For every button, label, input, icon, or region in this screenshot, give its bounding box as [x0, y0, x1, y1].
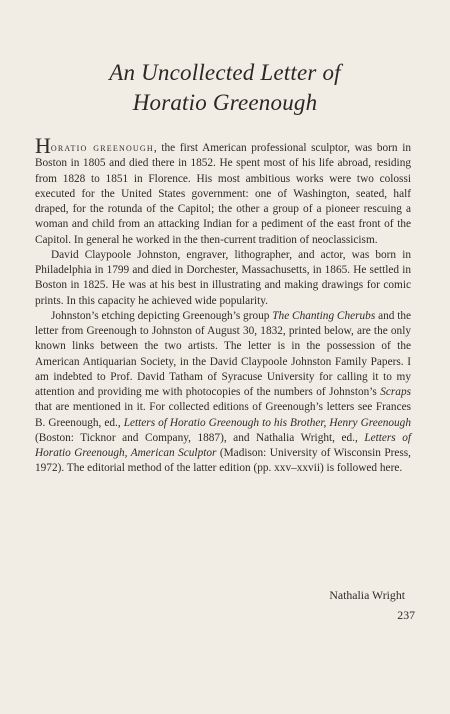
- article-title-line-1: An Uncollected Letter of: [109, 60, 341, 85]
- author-signature: Nathalia Wright: [329, 588, 405, 602]
- italic-letters-american-sculptor: Letters of Horatio Greenough, American Sculptor: [35, 431, 411, 459]
- page-number: 237: [397, 608, 415, 622]
- article-title-line-2: Horatio Greenough: [132, 90, 318, 115]
- paragraph-1-text: , the first American professional sculptor, was born in Boston in 1805 and died there in 1852. He spent most of his life abroad, residing from 1828 to 1851 in Florence. His most ambitious works were two colossi executed for the United States government: one of Washington, seated, half draped, for the rotunda of the Capitol; the other a group of a pioneer rescuing a woman and child from an attacking Indian for a pediment of the east front of the Capitol. In general he worked in the then-current tradition of neoclassicism.: [35, 142, 411, 246]
- paragraph-3-text-a: Johnston’s etching depicting Greenough’s group: [51, 309, 273, 322]
- italic-scraps: Scraps: [380, 386, 411, 398]
- italic-letters-to-brother: Letters of Horatio Greenough to his Brother, Henry Greenough: [123, 416, 411, 429]
- paragraph-3-text-d: (Boston: Ticknor and Company, 1887), and Nathalia Wright, ed.,: [35, 431, 365, 444]
- paragraph-1: [35, 133, 411, 248]
- paragraph-2: [35, 248, 411, 309]
- article-body: [35, 133, 412, 477]
- lead-in-small-caps: oratio greenough: [50, 142, 154, 154]
- paragraph-3-text-e: (Madison: University of Wisconsin Press, 1972). The editorial method of the latter edition (pp. xxv–xxvii) is followed here.: [35, 447, 411, 475]
- drop-cap: H: [35, 133, 51, 158]
- paragraph-3-text-b: and the letter from Greenough to Johnston of August 30, 1832, printed below, are the only known links between the two artists. The letter is in the possession of the American Antiquarian Society, in the David Claypoole Johnston Family Papers. I am indebted to Prof. David Tatham of Syracuse University for calling it to my attention and providing me with photocopies of the numbers of Johnston’s: [35, 309, 412, 398]
- paragraph-3: [35, 309, 411, 477]
- paragraph-3-text-c: that are mentioned in it. For collected editions of Greenough’s letters see Frances B. Greenough, ed.,: [35, 401, 411, 429]
- paragraph-2-text: David Claypoole Johnston, engraver, lithographer, and actor, was born in Philadelphia in 1799 and died in Dorchester, Massachusetts, in 1865. He settled in Boston in 1825. He was at his best in illustrating and making drawings for comic prints. In this capacity he achieved wide popularity.: [35, 248, 411, 307]
- italic-work-title: The Chanting Cherubs: [272, 309, 376, 322]
